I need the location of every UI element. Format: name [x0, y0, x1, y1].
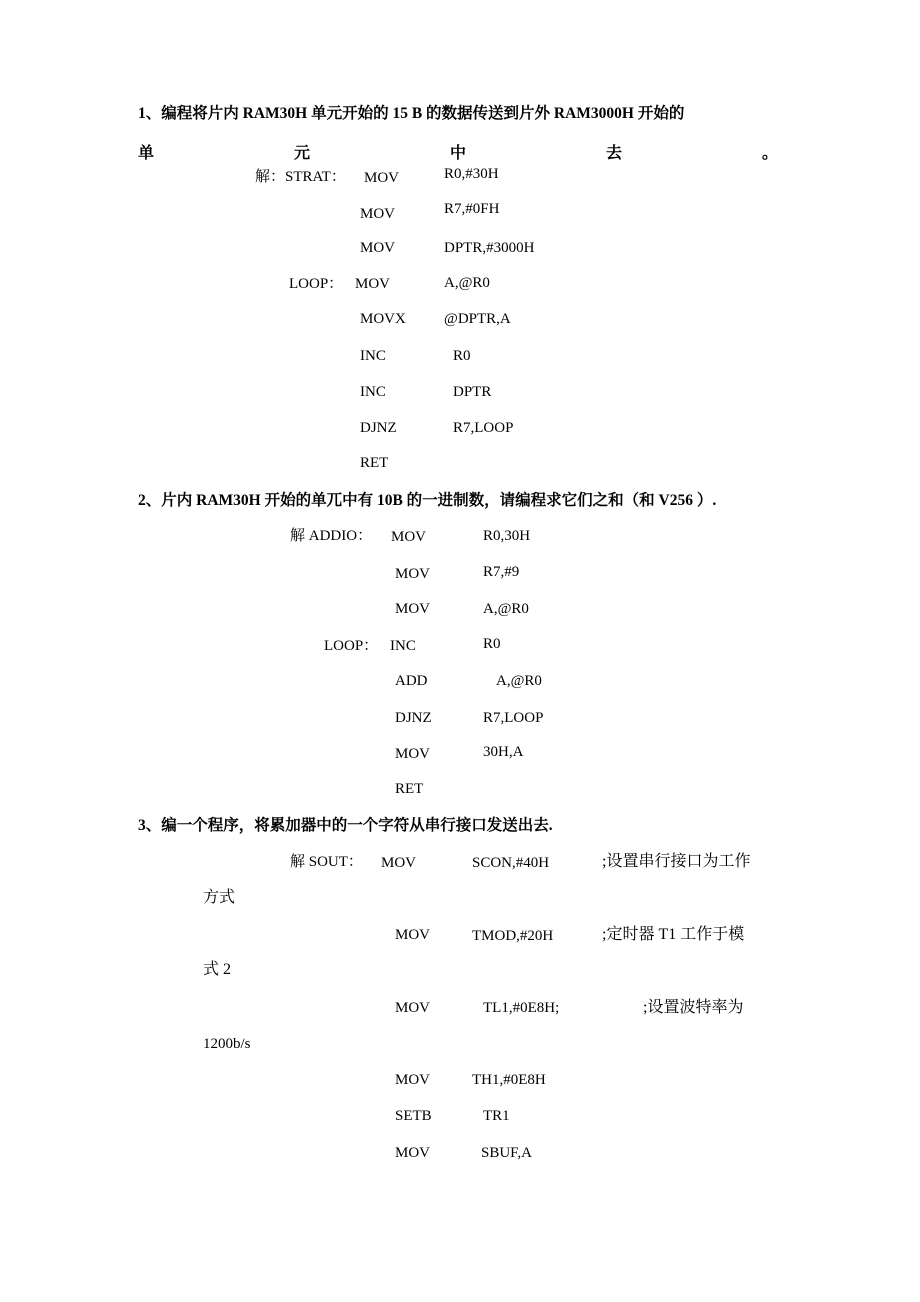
q3-code-op: MOV: [395, 927, 431, 943]
q1-code-arg: R0: [453, 348, 471, 364]
q1-code-op: RET: [360, 455, 389, 471]
q3-code-comment: ;定时器 T1 工作于模: [602, 926, 745, 943]
q3-code-op: MOV: [395, 1145, 431, 1161]
q1-code-arg: R7,LOOP: [453, 420, 514, 436]
q1-title-char: 单: [138, 145, 155, 162]
q1-title-line2: [138, 146, 778, 162]
q1-title-char: 元: [293, 145, 310, 162]
q3-comment-wrap: 1200b/s: [203, 1036, 251, 1052]
q1-title-char: 。: [761, 145, 778, 162]
q1-code-arg: DPTR,#3000H: [444, 240, 535, 256]
q1-code-op: MOV: [360, 206, 396, 222]
q2-code-arg: 30H,A: [483, 744, 524, 760]
q3-code-arg: SCON,#40H: [472, 855, 550, 871]
q3-code-comment: ;设置串行接口为工作: [602, 853, 751, 870]
q1-title-char: 中: [449, 145, 466, 162]
q2-code-label: LOOP：: [324, 638, 379, 654]
q2-code-op: MOV: [395, 601, 431, 617]
q2-code-op: INC: [390, 638, 416, 654]
q3-code-op: MOV: [395, 1072, 431, 1088]
q1-code-arg: DPTR: [453, 384, 492, 400]
q3-code-arg: TL1,#0E8H;: [483, 1000, 560, 1016]
q2-code-op: ADD: [395, 673, 428, 689]
q1-code-label: 解：STRAT：: [255, 169, 346, 185]
q3-comment-wrap: 方式: [203, 889, 236, 906]
q2-code-op: RET: [395, 781, 424, 797]
q1-code-arg: @DPTR,A: [444, 311, 511, 327]
q3-code-arg: TH1,#0E8H: [472, 1072, 546, 1088]
q1-title-char: 去: [605, 145, 622, 162]
q3-code-arg: SBUF,A: [481, 1145, 532, 1161]
q3-code-label: 解 SOUT：: [290, 854, 363, 870]
q1-code-op: INC: [360, 384, 386, 400]
q1-code-op: MOV: [355, 276, 391, 292]
q1-code-arg: R0,#30H: [444, 166, 499, 182]
q3-code-op: SETB: [395, 1108, 432, 1124]
q1-code-arg: R7,#0FH: [444, 201, 500, 217]
q2-code-op: MOV: [395, 566, 431, 582]
q3-code-arg: TMOD,#20H: [472, 928, 554, 944]
q1-code-op: INC: [360, 348, 386, 364]
q3-title: 3、编一个程序，将累加器中的一个字符从串行接口发送出去.: [138, 817, 553, 834]
q1-code-arg: A,@R0: [444, 275, 490, 291]
q1-code-op: DJNZ: [360, 420, 397, 436]
q2-title: 2、片内 RAM30H 开始的单兀中有 10B 的一进制数，请编程求它们之和（和 V256 ）.: [138, 492, 717, 509]
q3-code-comment: ;设置波特率为: [643, 999, 744, 1016]
q1-code-op: MOV: [360, 240, 396, 256]
q3-comment-wrap: 式 2: [203, 961, 232, 978]
q2-code-label: 解 ADDIO：: [290, 528, 373, 544]
q3-code-op: MOV: [395, 1000, 431, 1016]
q2-code-arg: A,@R0: [496, 673, 542, 689]
q1-title-line1: 1、编程将片内 RAM30H 单元开始的 15 B 的数据传送到片外 RAM3000H 开始的: [138, 105, 685, 122]
q1-code-op: MOV: [364, 170, 400, 186]
q2-code-arg: R7,LOOP: [483, 710, 544, 726]
q2-code-arg: R0: [483, 636, 501, 652]
q2-code-arg: R7,#9: [483, 564, 520, 580]
q3-code-op: MOV: [381, 855, 417, 871]
q2-code-arg: R0,30H: [483, 528, 531, 544]
q3-code-arg: TR1: [483, 1108, 510, 1124]
q2-code-arg: A,@R0: [483, 601, 529, 617]
q2-code-op: DJNZ: [395, 710, 432, 726]
q2-code-op: MOV: [395, 746, 431, 762]
q1-code-op: MOVX: [360, 311, 406, 327]
q1-code-label: LOOP：: [289, 276, 344, 292]
q2-code-op: MOV: [391, 529, 427, 545]
